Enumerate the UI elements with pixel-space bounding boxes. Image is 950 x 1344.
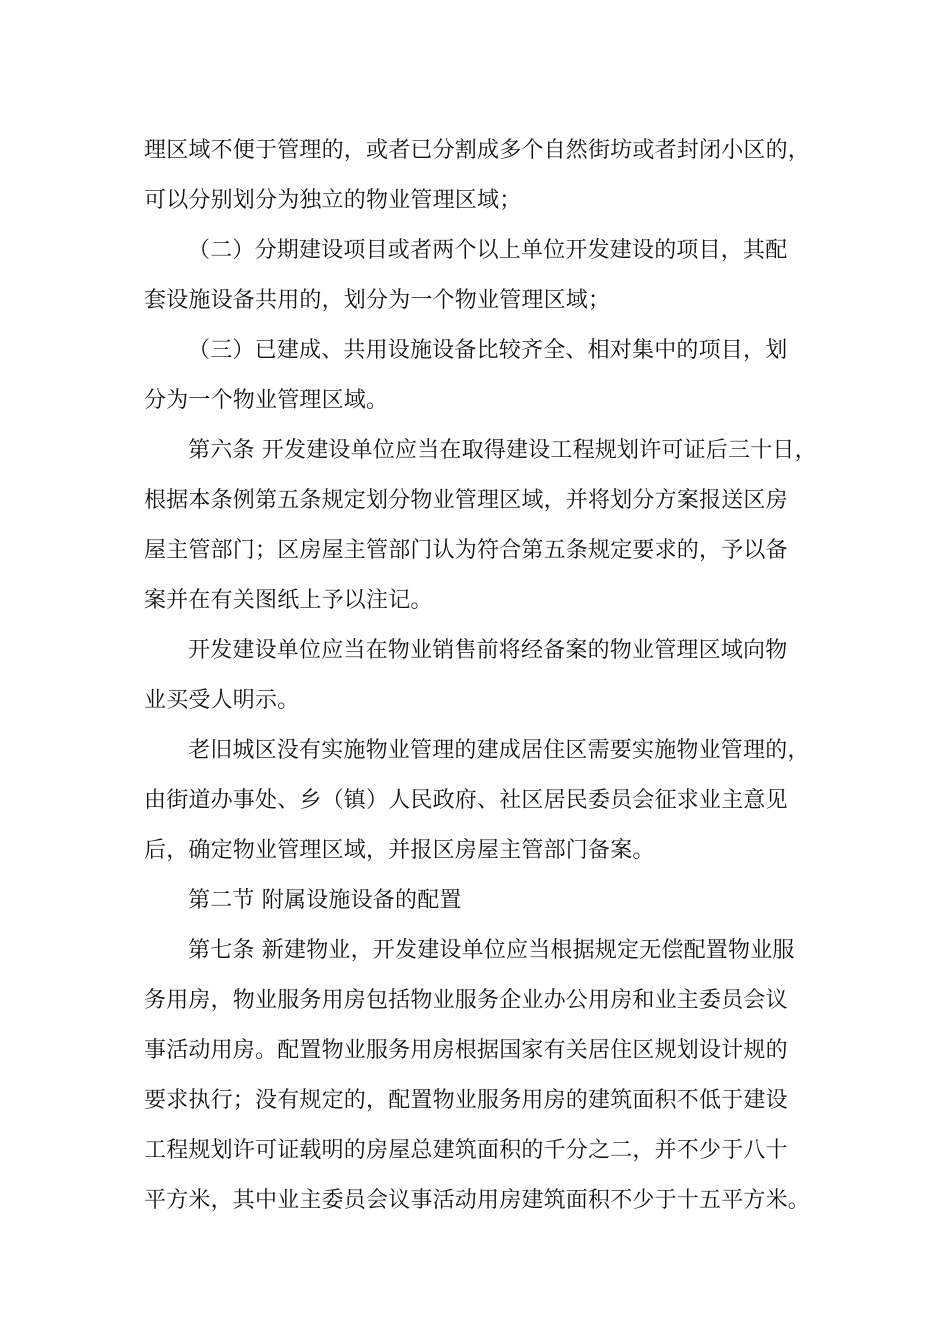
text-line: 可以分别划分为独立的物业管理区域；: [144, 188, 522, 213]
text-line: 要求执行；没有规定的，配置物业服务用房的建筑面积不低于建设: [144, 1088, 788, 1113]
section-heading: 第二节 附属设施设备的配置: [188, 888, 462, 913]
text-line: （二）分期建设项目或者两个以上单位开发建设的项目，其配: [188, 238, 788, 263]
text-line: 根据本条例第五条规定划分物业管理区域，并将划分方案报送区房: [144, 488, 788, 513]
text-line: 案并在有关图纸上予以注记。: [144, 588, 433, 613]
text-line: 后，确定物业管理区域，并报区房屋主管部门备案。: [144, 838, 655, 863]
text-line: 业买受人明示。: [144, 688, 300, 713]
text-line: 由街道办事处、乡（镇）人民政府、社区居民委员会征求业主意见: [144, 788, 788, 813]
text-line: 分为一个物业管理区域。: [144, 388, 389, 413]
text-line: 屋主管部门；区房屋主管部门认为符合第五条规定要求的，予以备: [144, 538, 788, 563]
text-line: 工程规划许可证载明的房屋总建筑面积的千分之二，并不少于八十: [144, 1138, 788, 1163]
article-heading-line: 第七条 新建物业，开发建设单位应当根据规定无偿配置物业服: [188, 938, 795, 963]
text-line: 理区域不便于管理的，或者已分割成多个自然街坊或者封闭小区的，: [144, 138, 811, 163]
article-heading-line: 第六条 开发建设单位应当在取得建设工程规划许可证后三十日，: [188, 438, 817, 463]
text-line: 开发建设单位应当在物业销售前将经备案的物业管理区域向物: [188, 638, 788, 663]
text-line: 老旧城区没有实施物业管理的建成居住区需要实施物业管理的，: [188, 738, 810, 763]
text-line: 事活动用房。配置物业服务用房根据国家有关居住区规划设计规的: [144, 1038, 788, 1063]
text-line: 套设施设备共用的，划分为一个物业管理区域；: [144, 288, 611, 313]
text-line: 平方米，其中业主委员会议事活动用房建筑面积不少于十五平方米。: [144, 1188, 811, 1213]
text-line: 务用房，物业服务用房包括物业服务企业办公用房和业主委员会议: [144, 988, 788, 1013]
text-line: （三）已建成、共用设施设备比较齐全、相对集中的项目，划: [188, 338, 788, 363]
